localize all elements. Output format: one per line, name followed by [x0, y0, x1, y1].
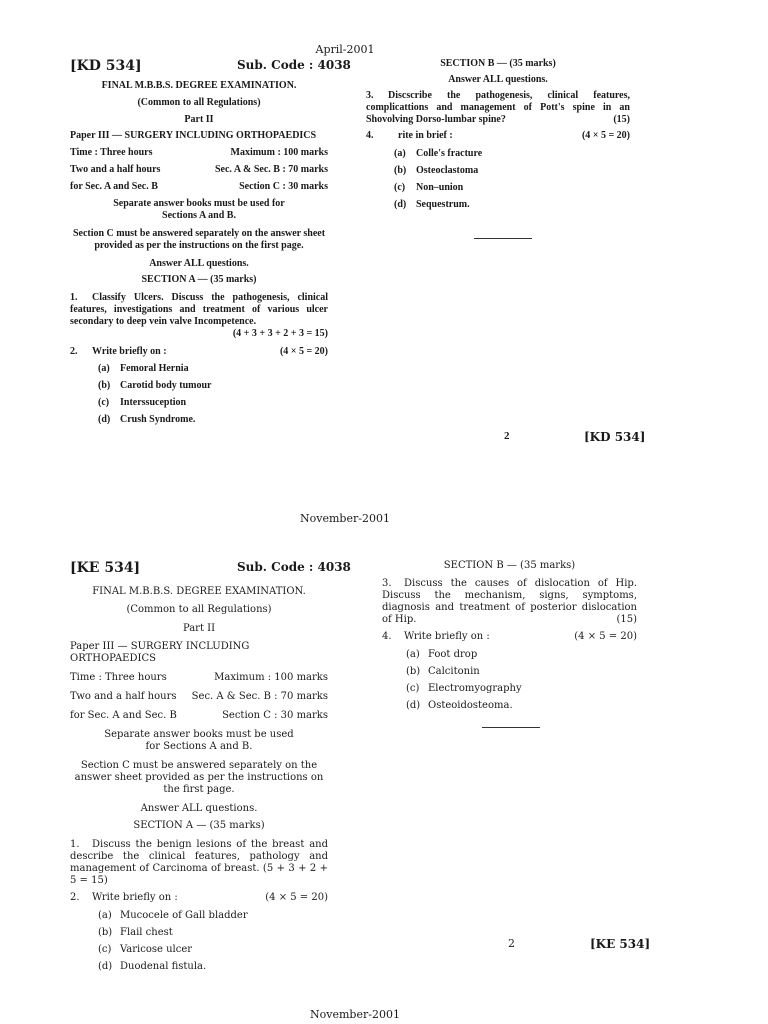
question-2 [70, 346, 328, 357]
item-text: Electromyography [428, 683, 522, 694]
duration-label: Two and a half hours [70, 164, 161, 175]
item-text: Carotid body tumour [120, 380, 212, 391]
list-item [406, 666, 637, 677]
max-marks: Maximum : 100 marks [230, 147, 328, 158]
item-label: (c) [98, 397, 110, 408]
question-1 [70, 839, 328, 887]
item-label: (a) [98, 363, 110, 374]
question-2-marks: (4 × 5 = 20) [279, 346, 328, 357]
time-label: Time : Three hours [70, 147, 153, 158]
answer-all: Answer ALL questions. [149, 258, 249, 269]
list-item [394, 182, 630, 193]
item-label: (a) [98, 910, 112, 921]
question-2-items [70, 363, 328, 425]
sec-ab-marks: Sec. A & Sec. B : 70 marks [214, 164, 328, 175]
list-item [98, 397, 328, 408]
item-label: (c) [406, 683, 420, 694]
item-label: (c) [394, 182, 406, 193]
sections-label: for Sec. A and Sec. B [70, 181, 158, 192]
answer-all: Answer ALL questions. [140, 803, 258, 814]
question-number: 2. [70, 892, 80, 903]
end-rule [474, 238, 532, 239]
duration-row [70, 691, 328, 702]
item-text: Foot drop [428, 649, 478, 660]
question-text: Classify Ulcers. Discuss the pathogenesis, clinical features, investigations and treatment of various ulcer secondary to deep vein valve Incompetence. [70, 292, 328, 327]
item-label: (b) [98, 927, 113, 938]
item-text: Sequestrum. [416, 199, 470, 210]
item-text: Non–union [416, 182, 464, 193]
regulations: (Common to all Regulations) [126, 604, 272, 615]
question-1-marks: (4 + 3 + 3 + 2 + 3 = 15) [232, 328, 328, 339]
time-label: Time : Three hours [70, 672, 167, 683]
sec-c-marks: Section C : 30 marks [239, 181, 328, 192]
question-2-marks: (4 × 5 = 20) [265, 892, 328, 903]
paper-title: Paper III — SURGERY INCLUDING ORTHOPAEDICS [70, 641, 250, 664]
question-3-marks: (15) [616, 614, 637, 625]
sub-code: Sub. Code : 4038 [237, 58, 351, 72]
item-label: (d) [98, 414, 111, 425]
item-text: Flail chest [120, 927, 173, 938]
list-item [98, 363, 328, 374]
end-rule [482, 727, 540, 728]
list-item [98, 414, 328, 425]
sub-code: Sub. Code : 4038 [237, 560, 351, 574]
part: Part II [182, 623, 216, 634]
list-item [98, 944, 328, 955]
item-label: (d) [394, 199, 407, 210]
exam-date-november: November-2001 [300, 512, 390, 525]
footer-date: November-2001 [310, 1008, 400, 1021]
item-label: (a) [394, 148, 406, 159]
section-b-heading: SECTION B — (35 marks) [440, 58, 556, 69]
question-paper-page2 [382, 560, 637, 711]
sections-row [70, 181, 328, 192]
sec-ab-marks: Sec. A & Sec. B : 70 marks [191, 691, 328, 702]
list-item [98, 927, 328, 938]
item-label: (b) [98, 380, 111, 391]
question-paper-page1 [70, 80, 328, 425]
time-row [70, 672, 328, 683]
exam-title: FINAL M.B.B.S. DEGREE EXAMINATION. [101, 80, 297, 91]
section-a-heading: SECTION A — (35 marks) [133, 820, 265, 831]
item-text: Crush Syndrome. [120, 414, 196, 425]
question-number: 1. [70, 292, 78, 303]
question-text: Discuss the benign lesions of the breast and describe the clinical features, pathology and management of Carcinoma of breast. (5 + 3 + 2 + 5 = 15) [70, 839, 328, 886]
item-label: (b) [394, 165, 407, 176]
part: Part II [184, 114, 214, 125]
question-4-items [382, 649, 637, 711]
question-paper-page1 [70, 586, 328, 972]
list-item [406, 683, 637, 694]
list-item [98, 961, 328, 972]
item-label: (d) [406, 700, 421, 711]
item-text: Colle's fracture [416, 148, 483, 159]
section-a-heading: SECTION A — (35 marks) [141, 274, 257, 285]
question-4-items [366, 148, 630, 210]
question-number: 2. [70, 346, 78, 357]
answer-all: Answer ALL questions. [448, 74, 548, 85]
regulations: (Common to all Regulations) [137, 97, 261, 108]
section-c-note: Section C must be answered separately on the answer sheet provided as per the instructions on the first page. [72, 228, 326, 251]
question-2-items [70, 910, 328, 972]
page-number: 2 [504, 430, 510, 442]
separate-books-note: Separate answer books must be used for Sections A and B. [113, 198, 285, 221]
question-number: 1. [70, 839, 80, 850]
item-text: Osteoidosteoma. [428, 700, 513, 711]
item-text: Osteoclastoma [416, 165, 479, 176]
item-text: Interssuception [120, 397, 187, 408]
item-text: Varicose ulcer [120, 944, 193, 955]
question-text: Discuss the causes of dislocation of Hip. Discuss the mechanism, signs, symptoms, diagnosis and treatment of posterior dislocation of Hip. [382, 578, 637, 625]
item-text: Mucocele of Gall bladder [120, 910, 248, 921]
item-text: Calcitonin [428, 666, 480, 677]
sections-label: for Sec. A and Sec. B [70, 710, 177, 721]
question-4-marks: (4 × 5 = 20) [574, 631, 637, 642]
duration-row [70, 164, 328, 175]
question-paper-page2 [366, 58, 630, 210]
time-row [70, 147, 328, 158]
list-item [394, 148, 630, 159]
section-c-note: Section C must be answered separately on the answer sheet provided as per the instructions on the first page. [74, 760, 324, 795]
question-text: Discscribe the pathogenesis, clinical features, complicattions and management of Pott's spine in an Shovolving Dorso-lumbar spine? [366, 90, 630, 125]
list-item [98, 380, 328, 391]
paper-code: [KD 534] [70, 58, 142, 74]
list-item [394, 199, 630, 210]
footer-code: [KE 534] [590, 937, 651, 951]
item-label: (b) [406, 666, 421, 677]
question-4 [366, 130, 630, 141]
item-text: Duodenal fistula. [120, 961, 207, 972]
question-number: 4. [382, 631, 392, 642]
max-marks: Maximum : 100 marks [214, 672, 328, 683]
question-text: Write briefly on : [92, 346, 167, 357]
paper-title: Paper III — SURGERY INCLUDING ORTHOPAEDICS [70, 130, 317, 141]
duration-label: Two and a half hours [70, 691, 177, 702]
question-text: Write briefly on : [92, 892, 178, 903]
question-2 [70, 892, 328, 903]
sections-row [70, 710, 328, 721]
question-text: rite in brief : [398, 130, 453, 141]
page-number: 2 [508, 937, 515, 950]
list-item [406, 700, 637, 711]
paper-code: [KE 534] [70, 560, 141, 576]
item-text: Femoral Hernia [120, 363, 189, 374]
footer-code: [KD 534] [584, 430, 646, 444]
question-number: 4. [366, 130, 374, 141]
item-label: (a) [406, 649, 420, 660]
question-number: 3. [382, 578, 392, 589]
list-item [394, 165, 630, 176]
question-text: Write briefly on : [404, 631, 490, 642]
section-b-heading: SECTION B — (35 marks) [443, 560, 576, 571]
exam-date-april: April-2001 [315, 43, 375, 56]
item-label: (d) [98, 961, 113, 972]
separate-books-note: Separate answer books must be used for Sections A and B. [104, 729, 294, 752]
list-item [98, 910, 328, 921]
list-item [406, 649, 637, 660]
question-1 [70, 292, 328, 328]
question-4-marks: (4 × 5 = 20) [581, 130, 630, 141]
exam-title: FINAL M.B.B.S. DEGREE EXAMINATION. [92, 586, 306, 597]
item-label: (c) [98, 944, 112, 955]
question-number: 3. [366, 90, 374, 101]
question-3-marks: (15) [613, 114, 630, 125]
sec-c-marks: Section C : 30 marks [222, 710, 328, 721]
question-4 [382, 631, 637, 642]
